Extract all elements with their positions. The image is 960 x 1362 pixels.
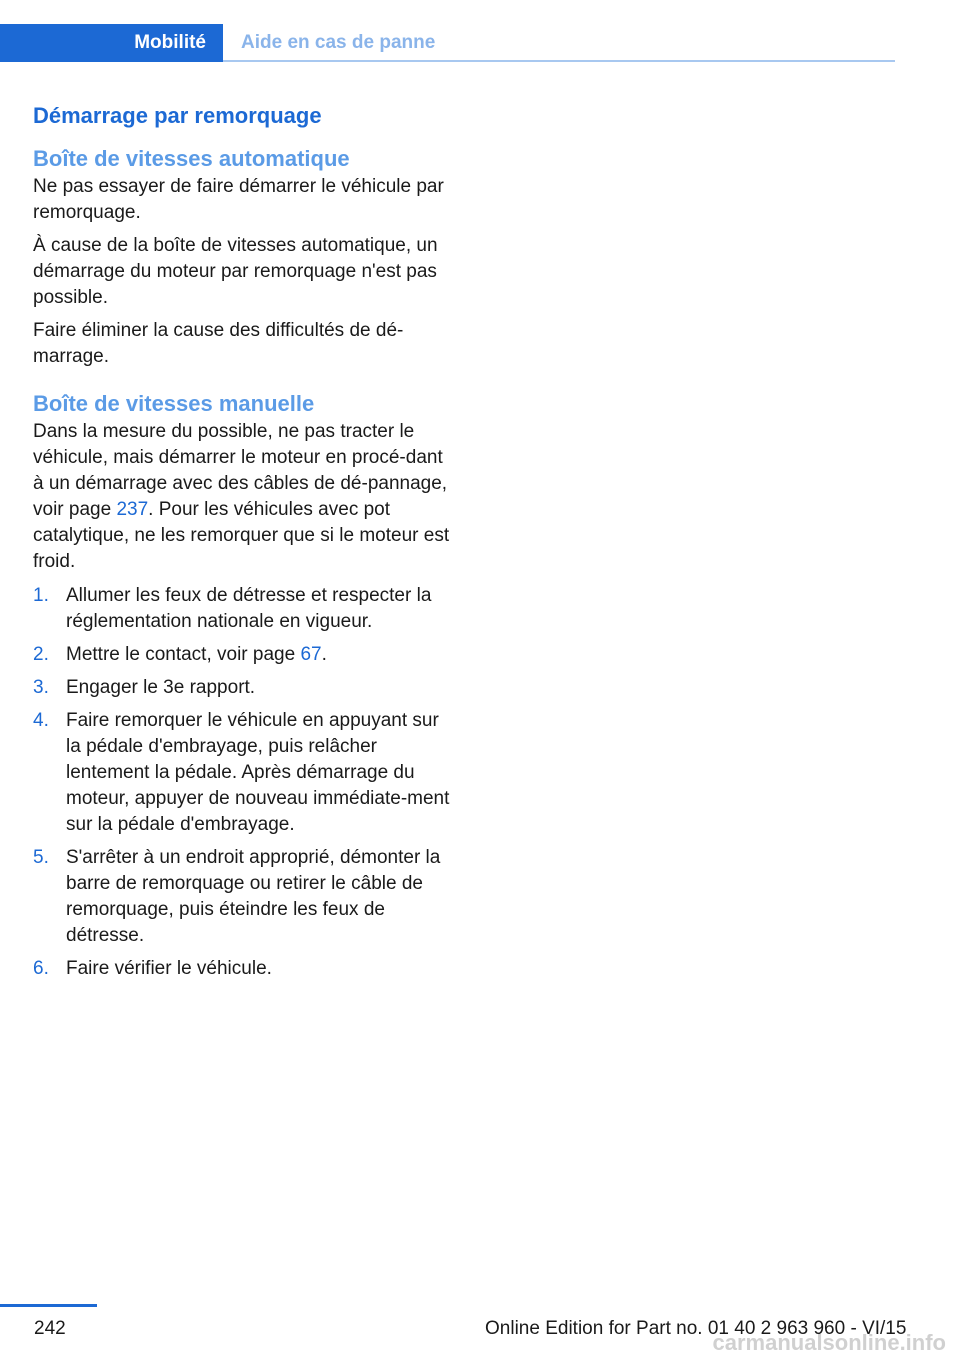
step-text-after: . [321,644,327,665]
manual-p1-after: . Pour les véhicules avec pot catalytique, ne les remorquer que si le moteur est froid. [33,499,450,572]
step-number: 1. [33,585,49,606]
steps-list [33,583,451,982]
auto-paragraph-1: Ne pas essayer de faire démarrer le véhicule par remorquage. [33,176,444,223]
auto-paragraph-2: À cause de la boîte de vitesses automatique, un démarrage du moteur par remorquage n'est pas possible. [33,235,438,308]
list-item [33,845,451,949]
page-title: Démarrage par remorquage [33,103,322,128]
watermark: carmanualsonline.info [712,1330,946,1355]
page-link-237[interactable]: 237 [116,499,149,520]
tab-mobilite[interactable] [0,24,223,62]
list-item [33,583,451,635]
step-text: Allumer les feux de détresse et respecter la réglementation nationale en vigueur. [66,585,432,632]
footer-divider [0,1304,97,1307]
step-text: Engager le 3e rapport. [66,677,256,698]
step-number: 2. [33,644,49,665]
list-item [33,642,451,668]
step-number: 4. [33,710,49,731]
step-text: Faire vérifier le véhicule. [66,958,272,979]
step-text-before: Mettre le contact, voir page [66,644,301,665]
tab-aide-label: Aide en cas de panne [241,32,436,53]
list-item [33,675,451,701]
header-bar [0,24,895,62]
page-number: 242 [34,1318,66,1339]
step-number: 5. [33,847,49,868]
step-number: 3. [33,677,49,698]
list-item [33,708,451,838]
header-divider [223,60,895,62]
step-text: Faire remorquer le véhicule en appuyant sur la pédale d'embrayage, puis relâcher lentement la pédale. Après démarrage du moteur, appuyer de nouveau immédiate‐ment sur la pédale d'embrayage. [66,710,450,835]
tab-aide-en-cas-de-panne[interactable] [241,24,435,62]
step-number: 6. [33,958,49,979]
edition-note: Online Edition for Part no. 01 40 2 963 960 - VI/15 [485,1318,907,1339]
main-content [33,100,451,989]
manual-paragraph-1 [33,419,451,575]
step-text: S'arrêter à un endroit approprié, démonter la barre de remorquage ou retirer le câble de remorquage, puis éteindre les feux de détresse. [66,847,441,946]
manual-p1-before: Dans la mesure du possible, ne pas tracter le véhicule, mais démarrer le moteur en procé‐dant à un démarrage avec des câbles de dé‐pannage, voir page [33,421,448,520]
manual-gearbox-heading: Boîte de vitesses manuelle [33,391,315,416]
list-item [33,956,451,982]
tab-mobilite-label: Mobilité [134,32,206,53]
auto-paragraph-3: Faire éliminer la cause des difficultés de dé‐marrage. [33,320,404,367]
page-link-67[interactable]: 67 [300,644,322,665]
auto-gearbox-heading: Boîte de vitesses automatique [33,146,350,171]
